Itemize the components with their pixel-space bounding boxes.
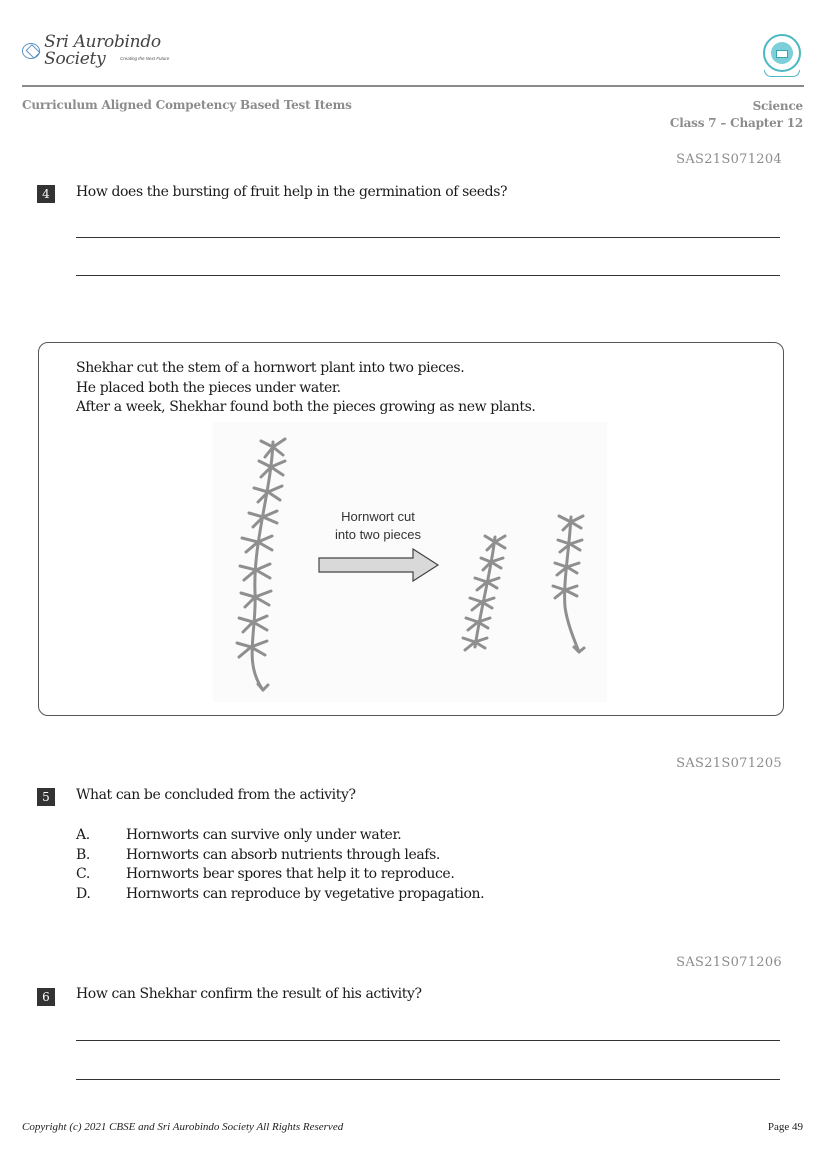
question-number-badge: 4: [37, 185, 55, 203]
logo-tagline: Creating the Next Future: [120, 56, 170, 61]
question-text: What can be concluded from the activity?: [76, 787, 356, 803]
option-letter: C.: [76, 866, 90, 882]
context-passage: [76, 359, 535, 418]
cbse-logo-icon: [761, 34, 803, 80]
hornwort-illustration: [213, 422, 607, 702]
question-text: How does the bursting of fruit help in the germination of seeds?: [76, 184, 508, 200]
option-text: Hornworts can reproduce by vegetative propagation.: [126, 885, 485, 902]
question-code: SAS21S071204: [676, 152, 782, 167]
option-text: Hornworts can absorb nutrients through leafs.: [126, 846, 440, 863]
society-emblem-icon: [22, 43, 40, 59]
option-text: Hornworts can survive only under water.: [126, 827, 402, 843]
option-letter: A.: [76, 827, 90, 843]
copyright-notice: Copyright (c) 2021 CBSE and Sri Aurobindo Society All Rights Reserved: [22, 1121, 344, 1133]
question-text: How can Shekhar confirm the result of his activity?: [76, 986, 422, 1002]
question-number-badge: 6: [37, 988, 55, 1006]
logo-text: Sri Aurobindo Society: [44, 32, 161, 69]
context-line: Shekhar cut the stem of a hornwort plant into two pieces.: [76, 360, 465, 376]
answer-options: [76, 826, 484, 904]
class-chapter-label: Class 7 – Chapter 12: [669, 116, 803, 130]
option-letter: D.: [76, 885, 91, 902]
question-code: SAS21S071205: [676, 756, 782, 771]
context-line: After a week, Shekhar found both the pieces growing as new plants.: [76, 399, 536, 415]
sri-aurobindo-society-logo: [22, 32, 192, 69]
header-divider: [22, 85, 804, 87]
answer-line[interactable]: [76, 1079, 780, 1080]
option-c[interactable]: [76, 865, 484, 885]
subject-info: [670, 98, 803, 132]
answer-line[interactable]: [76, 275, 780, 276]
answer-line[interactable]: [76, 237, 780, 238]
question-number-badge: 5: [37, 788, 55, 806]
option-d[interactable]: [76, 885, 484, 905]
document-title: Curriculum Aligned Competency Based Test Items: [22, 98, 352, 112]
hornwort-figure: [213, 422, 607, 702]
figure-caption: Hornwort cut into two pieces: [335, 509, 421, 542]
option-letter: B.: [76, 846, 90, 863]
question-code: SAS21S071206: [676, 955, 782, 970]
option-text: Hornworts bear spores that help it to reproduce.: [126, 866, 455, 882]
option-a[interactable]: [76, 826, 484, 846]
context-line: He placed both the pieces under water.: [76, 379, 341, 396]
page-number: Page 49: [767, 1121, 803, 1133]
option-b[interactable]: [76, 846, 484, 866]
answer-line[interactable]: [76, 1040, 780, 1041]
subject-label: Science: [752, 99, 803, 113]
